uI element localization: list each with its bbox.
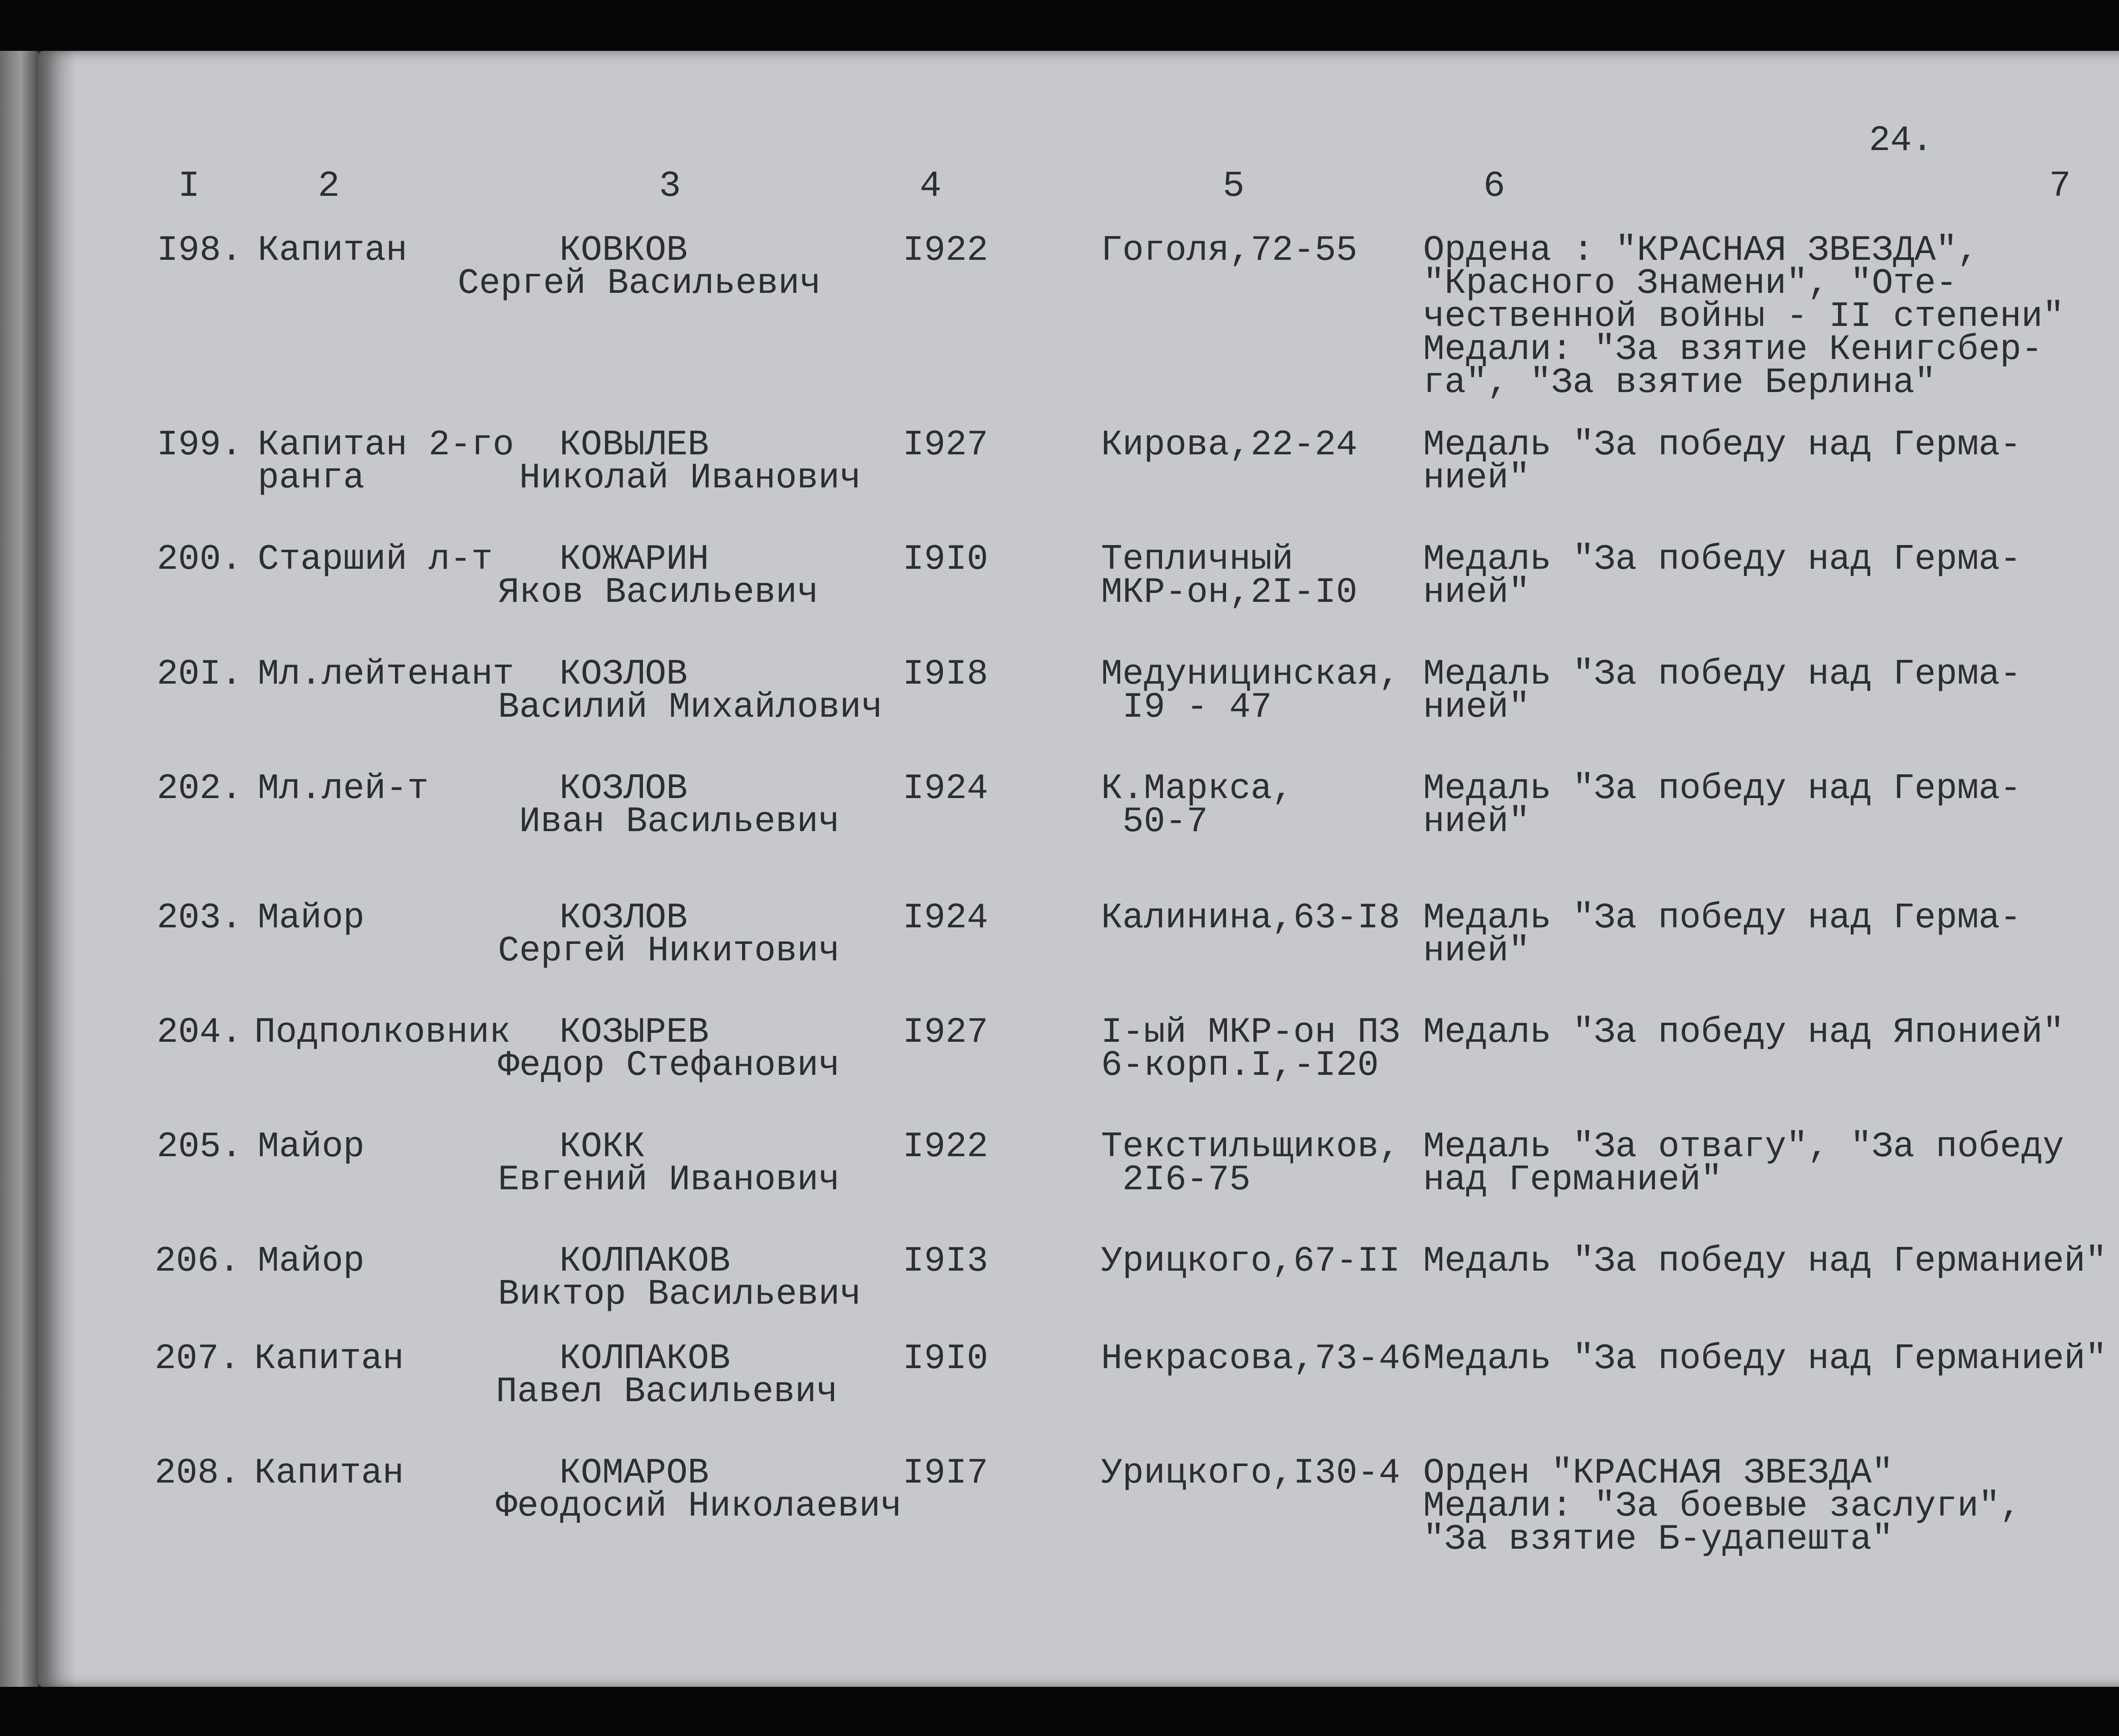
given-names: Феодосий Николаевич — [496, 1486, 902, 1527]
rank: Майор — [258, 1127, 365, 1167]
awards-line: Медаль "За победу над Германией" — [1423, 1339, 2107, 1379]
column-header-1: I — [178, 165, 200, 207]
awards-line: Медаль "За победу над Германией" — [1423, 1241, 2107, 1282]
record-number: 208. — [155, 1453, 240, 1494]
birth-year: I9I3 — [903, 1241, 988, 1282]
rank: Подполковник — [254, 1013, 511, 1053]
given-names: Сергей Никитович — [498, 931, 840, 971]
surname: КОЛПАКОВ — [559, 1339, 731, 1379]
birth-year: I9I0 — [903, 1339, 988, 1379]
address-line: Текстильщиков, — [1101, 1127, 1400, 1167]
awards-line: нией" — [1423, 931, 1530, 971]
surname: КОВКОВ — [559, 231, 688, 271]
address-line: 2I6-75 — [1101, 1160, 1251, 1200]
given-names: Иван Васильевич — [519, 802, 840, 842]
awards-line: Медаль "За победу над Герма- — [1423, 425, 2022, 465]
record-number: I99. — [157, 425, 242, 465]
record-number: 207. — [155, 1339, 240, 1379]
awards-line: нией" — [1423, 573, 1530, 613]
rank: Майор — [258, 898, 365, 938]
birth-year: I9I7 — [903, 1453, 988, 1494]
address-line: Некрасова,73-46 — [1101, 1339, 1422, 1379]
surname: КОЗЫРЕВ — [559, 1013, 709, 1053]
record-number: 200. — [157, 540, 242, 580]
rank: Старший л-т — [258, 540, 493, 580]
book-spine — [0, 51, 38, 1687]
awards-line: Медаль "За победу над Герма- — [1423, 898, 2022, 938]
rank: Капитан — [258, 231, 407, 271]
awards-line: "Красного Знамени", "Оте- — [1423, 264, 1958, 304]
address-line: Кирова,22-24 — [1101, 425, 1357, 465]
given-names: Евгений Иванович — [498, 1160, 840, 1200]
column-header-2: 2 — [318, 165, 340, 207]
awards-line: Медаль "За победу над Герма- — [1423, 540, 2022, 580]
awards-line: чественной войны - II степени" — [1423, 297, 2064, 337]
rank: Капитан — [254, 1339, 404, 1379]
address-line: К.Маркса, — [1101, 769, 1293, 809]
address-line: Гоголя,72-55 — [1101, 231, 1357, 271]
birth-year: I9I0 — [903, 540, 988, 580]
surname: КОВЫЛЕВ — [559, 425, 709, 465]
birth-year: I922 — [903, 1127, 988, 1167]
awards-line: нией" — [1423, 458, 1530, 498]
awards-line: "За взятие Б-удапешта" — [1423, 1519, 1893, 1560]
rank: Капитан 2-го ранга — [258, 425, 514, 498]
column-header-3: 3 — [659, 165, 681, 207]
given-names: Виктор Васильевич — [498, 1274, 861, 1315]
given-names: Федор Стефанович — [498, 1046, 840, 1086]
record-number: 202. — [157, 769, 242, 809]
column-header-5: 5 — [1223, 165, 1245, 207]
record-number: I98. — [157, 231, 242, 271]
awards-line: нией" — [1423, 687, 1530, 728]
address-line: I9 - 47 — [1101, 687, 1272, 728]
birth-year: I924 — [903, 898, 988, 938]
surname: КОЗЛОВ — [559, 769, 688, 809]
awards-line: Орден "КРАСНАЯ ЗВЕЗДА" — [1423, 1453, 1893, 1494]
awards-line: Медали: "За взятие Кенигсбер- — [1423, 330, 2043, 370]
address-line: 50-7 — [1101, 802, 1208, 842]
gutter-shadow — [38, 51, 76, 1687]
birth-year: I927 — [903, 1013, 988, 1053]
address-line: Урицкого,I30-4 — [1101, 1453, 1400, 1494]
awards-line: Медаль "За победу над Герма- — [1423, 654, 2022, 695]
column-header-6: 6 — [1483, 165, 1505, 207]
given-names: Сергей Васильевич — [458, 264, 821, 304]
surname: КОЗЛОВ — [559, 898, 688, 938]
awards-line: Медаль "За отвагу", "За победу — [1423, 1127, 2064, 1167]
surname: КОЗЛОВ — [559, 654, 688, 695]
awards-line: Медаль "За победу над Герма- — [1423, 769, 2022, 809]
given-names: Яков Васильевич — [498, 573, 819, 613]
column-header-4: 4 — [920, 165, 942, 207]
address-line: 6-корп.I,-I20 — [1101, 1046, 1379, 1086]
record-number: 206. — [155, 1241, 240, 1282]
given-names: Василий Михайлович — [498, 687, 883, 728]
awards-line: нией" — [1423, 802, 1530, 842]
birth-year: I924 — [903, 769, 988, 809]
address-line: МКР-он,2I-I0 — [1101, 573, 1357, 613]
rank: Мл.лейтенант — [258, 654, 514, 695]
awards-line: Медали: "За боевые заслуги", — [1423, 1486, 2022, 1527]
birth-year: I922 — [903, 231, 988, 271]
given-names: Павел Васильевич — [496, 1372, 838, 1412]
surname: КОКК — [559, 1127, 645, 1167]
awards-line: га", "За взятие Берлина" — [1423, 363, 1936, 403]
record-number: 203. — [157, 898, 242, 938]
surname: КОМАРОВ — [559, 1453, 709, 1494]
address-line: Калинина,63-I8 — [1101, 898, 1400, 938]
awards-line: Ордена : "КРАСНАЯ ЗВЕЗДА", — [1423, 231, 1979, 271]
address-line: I-ый МКР-он ПЗ — [1101, 1013, 1400, 1053]
birth-year: I9I8 — [903, 654, 988, 695]
rank: Майор — [258, 1241, 365, 1282]
awards-line: Медаль "За победу над Японией" — [1423, 1013, 2064, 1053]
record-number: 205. — [157, 1127, 242, 1167]
address-line: Тепличный — [1101, 540, 1293, 580]
given-names: Николай Иванович — [519, 458, 861, 498]
surname: КОЖАРИН — [559, 540, 709, 580]
surname: КОЛПАКОВ — [559, 1241, 731, 1282]
record-number: 204. — [157, 1013, 242, 1053]
column-header-7: 7 — [2049, 165, 2071, 207]
birth-year: I927 — [903, 425, 988, 465]
rank: Капитан — [254, 1453, 404, 1494]
address-line: Урицкого,67-II — [1101, 1241, 1400, 1282]
awards-line: над Германией" — [1423, 1160, 1722, 1200]
record-number: 20I. — [157, 654, 242, 695]
rank: Мл.лей-т — [258, 769, 429, 809]
page-number: 24. — [1869, 121, 1933, 161]
address-line: Медуницинская, — [1101, 654, 1400, 695]
